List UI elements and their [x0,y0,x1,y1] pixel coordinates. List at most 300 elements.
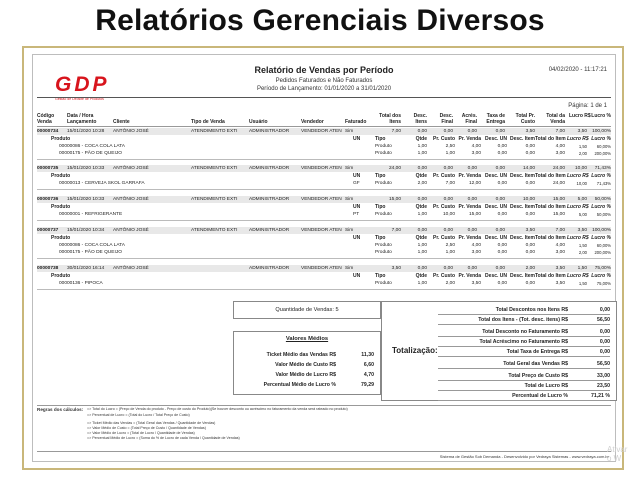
sub-col-tipo: Tipo [375,204,386,210]
totalizacao-row-line [438,380,610,381]
sub-col-un: UN [353,235,361,241]
sale-usuario: ADMINISTRADOR [249,166,290,171]
item-desc-item: 0,00 [525,281,535,286]
col-desc-itens-a: Desc. [413,113,427,119]
sale-acres-final: 0,00 [467,197,477,202]
item-pr-venda: 3,00 [471,151,481,156]
item-pr-venda: 15,00 [468,212,481,217]
regra-line: => Percentual Médio de Lucro = (Soma do % de Lucro de cada Venda / Quantidade de Vendas) [87,436,240,440]
item-produto: 00000013 - CERVEJA SKOL GARRAFA [59,181,145,186]
report-title: Relatório de Vendas por Período [254,65,394,75]
col-total-itens-b: Itens [389,119,401,125]
sale-total-pr: 3,50 [525,228,535,233]
item-total-item: 3,00 [555,250,565,255]
totalizacao-box [381,301,617,401]
sale-faturado: Sim [345,166,354,171]
totalizacao-row-line [438,314,610,315]
regra-line: => Percentual de Lucro = (Total do Lucro / Total Preço de Custo) [87,413,190,417]
sub-col-lucro-rs: Lucro R$ [567,235,589,241]
sale-lucro-pct: 75,00% [594,266,611,271]
sale-faturado: Sim [345,228,354,233]
totalizacao-row-line [438,356,610,357]
sale-lucro-rs: 5,00 [577,197,587,202]
regra-line: => Valor Médio de Custo = (Total Preço de Custo / Quantidade de Vendas) [87,426,206,430]
sub-col-produto: Produto [51,273,71,279]
sale-faturado: Sim [345,129,354,134]
totalizacao-row-label: Total Preço de Custo R$ [508,373,568,379]
sale-lucro-pct: 50,00% [594,197,611,202]
sale-vendedor: VENDEDOR ATEN [301,228,342,233]
item-pr-venda: 3,00 [471,250,481,255]
sale-acres-final: 0,00 [467,228,477,233]
totalizacao-row-line [438,336,610,337]
sale-codigo: 00000734 [37,129,59,134]
col-codigo: Código [37,113,55,119]
sale-cliente: ANTÔNIO JOSÉ [113,197,149,202]
sub-col-desc-item: Desc. Item [509,173,535,179]
col-total-pr-a: Total Pr. [515,113,535,119]
sub-col-produto: Produto [51,204,71,210]
totalizacao-row-label: Total Descontos nos Itens R$ [495,307,568,313]
sale-data: 15/01/2020 10:33 [67,197,105,202]
sale-data: 15/01/2020 10:28 [67,129,105,134]
item-lucro-pct: 75,00% [596,281,611,286]
sale-lucro-pct: 100,00% [592,129,611,134]
sub-col-pr-custo: Pr. Custo [433,136,455,142]
sale-total-pr: 14,00 [522,166,535,171]
item-qtde: 1,00 [417,212,427,217]
sale-usuario: ADMINISTRADOR [249,228,290,233]
sale-divider [37,189,611,190]
sale-total-itens: 7,00 [391,228,401,233]
totalizacao-row-value: 71,21 % [590,393,610,399]
sub-col-tipo: Tipo [375,235,386,241]
sale-divider [37,220,611,221]
item-tipo: Produto [375,151,392,156]
sub-col-total-item: Total do Item [535,273,566,279]
item-desc-un: 0,00 [497,212,507,217]
logo-subtitle: Gestão de Deosite de Produtos [55,97,104,101]
sub-col-pr-custo: Pr. Custo [433,173,455,179]
sale-codigo: 00000735 [37,166,59,171]
col-lucro-pct: Lucro % [591,113,611,119]
item-lucro-pct: 60,00% [596,144,611,149]
sale-total-venda: 7,00 [555,129,565,134]
sale-taxa: 0,00 [495,197,505,202]
item-total-item: 4,00 [555,144,565,149]
col-data-hora: Data / Hora [67,113,94,119]
medio-value: 11,30 [361,352,374,358]
item-tipo: Produto [375,250,392,255]
sale-taxa: 0,00 [495,228,505,233]
item-pr-custo: 2,00 [445,281,455,286]
item-desc-item: 0,00 [525,243,535,248]
sub-col-desc-item: Desc. Item [509,235,535,241]
sub-col-total-item: Total do Item [535,173,566,179]
item-desc-item: 0,00 [525,151,535,156]
sub-col-desc-un: Desc. UN [485,273,507,279]
sale-acres-final: 0,00 [467,166,477,171]
sale-divider [37,289,611,290]
sub-col-qtde: Qtde [415,235,427,241]
item-qtde: 2,00 [417,181,427,186]
col-tipo-venda: Tipo de Venda [191,119,225,125]
item-desc-item: 0,00 [525,181,535,186]
sale-acres-final: 0,00 [467,129,477,134]
totalizacao-row-value: 56,50 [597,361,610,367]
regra-line: => Total do Lucro = (Preço de Venda do produto - Preço de custo do Produto)(Se houver desconto ou acréscimo no faturamento da venda será rateado no produto) [87,407,348,411]
report-period: Período de Lançamento: 01/01/2020 a 31/01/2020 [256,86,392,92]
item-lucro-rs: 1,50 [578,144,587,149]
sub-col-pr-venda: Pr. Venda [458,273,481,279]
item-produto: 00000086 - COCA COLA LATA [59,144,125,149]
logo-text: GDP [55,73,110,96]
sub-col-un: UN [353,173,361,179]
totalizacao-row-line [438,346,610,347]
sub-col-desc-un: Desc. UN [485,235,507,241]
sale-desc-itens: 0,00 [417,166,427,171]
sale-cliente: ANTÔNIO JOSÉ [113,266,149,271]
item-lucro-rs: 1,50 [578,281,587,286]
sale-cliente: ANTÔNIO JOSÉ [113,129,149,134]
sub-col-lucro-pct: Lucro % [591,136,611,142]
item-desc-un: 0,00 [497,250,507,255]
item-desc-item: 0,00 [525,250,535,255]
sale-cliente: ANTÔNIO JOSÉ [113,166,149,171]
sub-col-pr-venda: Pr. Venda [458,173,481,179]
sub-col-lucro-rs: Lucro R$ [567,204,589,210]
sale-desc-final: 0,00 [443,197,453,202]
item-produto: 00000086 - COCA COLA LATA [59,243,125,248]
sale-total-itens: 24,00 [388,166,401,171]
item-tipo: Produto [375,181,392,186]
item-pr-custo: 2,50 [445,144,455,149]
valores-medios-box [233,331,381,395]
page-number: Página: 1 de 1 [568,103,607,109]
totalizacao-row-value: 0,00 [599,329,610,335]
item-pr-venda: 4,00 [471,144,481,149]
item-tipo: Produto [375,144,392,149]
sub-col-pr-custo: Pr. Custo [433,273,455,279]
sale-data: 30/01/2020 16:14 [67,266,105,271]
sub-col-pr-custo: Pr. Custo [433,204,455,210]
item-qtde: 1,00 [417,281,427,286]
sale-data: 15/01/2020 10:34 [67,228,105,233]
totalizacao-row-label: Total Desconto no Faturamento R$ [482,329,568,335]
sale-lucro-rs: 10,00 [574,166,587,171]
sale-divider [37,159,611,160]
item-tipo: Produto [375,243,392,248]
sale-total-itens: 7,00 [391,129,401,134]
item-desc-un: 0,00 [497,144,507,149]
sale-taxa: 0,00 [495,266,505,271]
regra-line: => Valor Médio de Lucro = (Total de Lucro / Quantidade de Vendas) [87,431,195,435]
medio-label: Valor Médio de Lucro R$ [275,372,336,378]
item-total-item: 15,00 [552,212,565,217]
sale-divider [37,258,611,259]
col-cliente: Cliente [113,119,130,125]
medio-label: Valor Médio de Custo R$ [275,362,336,368]
sale-vendedor: VENDEDOR ATEN [301,129,342,134]
sale-vendedor: VENDEDOR ATEN [301,197,342,202]
col-taxa-a: Taxa de [486,113,505,119]
col-acres-final-b: Final [465,119,477,125]
sub-col-lucro-pct: Lucro % [591,204,611,210]
sale-lucro-rs: 1,50 [577,266,587,271]
sub-col-produto: Produto [51,136,71,142]
item-pr-venda: 12,00 [468,181,481,186]
sub-col-lucro-pct: Lucro % [591,273,611,279]
sale-total-itens: 15,00 [388,197,401,202]
report-footer: Sistema de Gestão Sob Demanda - Desenvolvido por Vedraya Sistemas - www.vedraya.com.br [439,454,609,459]
totalizacao-row-value: 0,00 [599,339,610,345]
col-faturado: Faturado [345,119,367,125]
sale-lucro-rs: 3,50 [577,228,587,233]
totalizacao-row-line [438,324,610,325]
sale-usuario: ADMINISTRADOR [249,266,290,271]
sale-codigo: 00000737 [37,228,59,233]
sale-desc-final: 0,00 [443,228,453,233]
sale-desc-itens: 0,00 [417,129,427,134]
totalizacao-row-value: 0,00 [599,307,610,313]
sale-desc-final: 0,00 [443,266,453,271]
sale-tipo-venda: ATENDIMENTO EXTI [191,228,238,233]
sale-usuario: ADMINISTRADOR [249,129,290,134]
totalizacao-row-line [438,390,610,391]
sale-cliente: ANTÔNIO JOSÉ [113,228,149,233]
sale-codigo: 00000736 [37,197,59,202]
item-qtde: 1,00 [417,243,427,248]
item-lucro-pct: 200,00% [594,250,611,255]
sub-col-desc-item: Desc. Item [509,136,535,142]
sub-col-tipo: Tipo [375,136,386,142]
col-desc-final-a: Desc. [439,113,453,119]
sale-desc-final: 0,00 [443,129,453,134]
sale-desc-itens: 0,00 [417,228,427,233]
item-produto: 00000175 - PÃO DE QUEIJO [59,250,122,255]
totalizacao-row-label: Total Acréscimo no Faturamento R$ [479,339,568,345]
sale-total-pr: 3,50 [525,129,535,134]
slide-title: Relatórios Gerenciais Diversos [95,4,545,37]
sub-col-tipo: Tipo [375,273,386,279]
sale-acres-final: 0,00 [467,266,477,271]
col-usuario: Usuário [249,119,268,125]
sub-col-pr-custo: Pr. Custo [433,235,455,241]
item-desc-un: 0,00 [497,281,507,286]
sale-taxa: 0,00 [495,166,505,171]
item-produto: 00000001 - REFRIGERANTE [59,212,123,217]
report-subtitle: Pedidos Faturados e Não Faturados [275,78,373,84]
sale-tipo-venda: ATENDIMENTO EXTI [191,197,238,202]
sub-col-total-item: Total do Item [535,235,566,241]
sale-total-pr: 10,00 [522,197,535,202]
sub-col-qtde: Qtde [415,204,427,210]
sub-col-tipo: Tipo [375,173,386,179]
item-pr-custo: 1,00 [445,151,455,156]
item-lucro-rs: 10,00 [576,181,587,186]
sub-col-lucro-rs: Lucro R$ [567,136,589,142]
sub-col-lucro-rs: Lucro R$ [567,273,589,279]
sub-col-total-item: Total do Item [535,136,566,142]
totalizacao-row-label: Total de Lucro R$ [524,383,568,389]
regra-line: => Ticket Médio das Vendas = (Total Geral das Vendas / Quantidade de Vendas) [87,421,216,425]
item-lucro-rs: 5,00 [578,212,587,217]
col-total-venda-a: Total da [546,113,565,119]
sub-col-produto: Produto [51,235,71,241]
totalizacao-row-line [438,400,610,401]
item-total-item: 24,00 [552,181,565,186]
sale-total-venda: 3,50 [555,266,565,271]
sub-col-pr-venda: Pr. Venda [458,204,481,210]
sub-col-un: UN [353,204,361,210]
totalizacao-row-value: 23,50 [597,383,610,389]
sub-col-lucro-pct: Lucro % [591,235,611,241]
col-lucro-rs: Lucro R$ [569,113,591,119]
item-tipo: Produto [375,281,392,286]
col-total-venda-b: Venda [550,119,565,125]
item-tipo: Produto [375,212,392,217]
col-taxa-b: Entrega [486,119,505,125]
medio-value: 6,60 [363,362,374,368]
report-frame [22,46,628,470]
footer-divider [37,451,611,452]
sale-tipo-venda: ATENDIMENTO EXTI [191,129,238,134]
report-page [32,54,628,463]
item-desc-un: 0,00 [497,181,507,186]
item-lucro-rs: 2,00 [578,151,587,156]
item-lucro-pct: 200,00% [594,151,611,156]
sub-col-qtde: Qtde [415,173,427,179]
item-desc-item: 0,00 [525,212,535,217]
sale-total-venda: 7,00 [555,228,565,233]
sale-lucro-pct: 71,43% [594,166,611,171]
item-desc-un: 0,00 [497,243,507,248]
sale-lucro-pct: 100,00% [592,228,611,233]
sub-col-qtde: Qtde [415,273,427,279]
sale-vendedor: VENDEDOR ATEN [301,266,342,271]
sub-col-desc-un: Desc. UN [485,136,507,142]
sub-col-lucro-pct: Lucro % [591,173,611,179]
sale-usuario: ADMINISTRADOR [249,197,290,202]
columns-divider [37,126,611,127]
sub-col-qtde: Qtde [415,136,427,142]
sub-col-desc-un: Desc. UN [485,204,507,210]
item-lucro-rs: 2,00 [578,250,587,255]
sale-vendedor: VENDEDOR ATEN [301,166,342,171]
sub-col-total-item: Total do Item [535,204,566,210]
item-lucro-pct: 50,00% [596,212,611,217]
sale-tipo-venda: ATENDIMENTO EXTI [191,166,238,171]
quantidade-vendas: Quantidade de Vendas: 5 [275,307,339,313]
item-total-item: 3,50 [555,281,565,286]
sale-codigo: 00000738 [37,266,59,271]
item-pr-venda: 4,00 [471,243,481,248]
medio-value: 79,29 [361,382,374,388]
header-divider [37,97,611,98]
col-total-pr-b: Custo [520,119,535,125]
sale-taxa: 0,00 [495,129,505,134]
item-pr-custo: 7,00 [445,181,455,186]
item-pr-venda: 3,50 [471,281,481,286]
sale-total-itens: 3,50 [391,266,401,271]
medio-label: Ticket Médio das Vendas R$ [266,352,336,358]
regras-divider [37,405,611,406]
valores-medios-title: Valores Médios [285,336,329,342]
item-qtde: 1,00 [417,250,427,255]
col-venda: Venda [37,119,52,125]
sale-total-venda: 15,00 [552,197,565,202]
sale-total-pr: 2,00 [525,266,535,271]
totalizacao-row-label: Total dos Itens - (Tot. desc. itens) R$ [478,317,568,323]
item-lucro-rs: 1,50 [578,243,587,248]
report-datetime: 04/02/2020 - 11:17:21 [548,67,607,73]
item-total-item: 3,00 [555,151,565,156]
sub-col-lucro-rs: Lucro R$ [567,173,589,179]
sale-lucro-rs: 3,50 [577,129,587,134]
totalizacao-row-value: 56,50 [597,317,610,323]
totalizacao-row-label: Total Geral das Vendas R$ [503,361,568,367]
sale-desc-final: 0,00 [443,166,453,171]
item-lucro-pct: 60,00% [596,243,611,248]
sub-col-desc-item: Desc. Item [509,273,535,279]
sub-col-un: UN [353,136,361,142]
sale-faturado: Sim [345,266,354,271]
totalizacao-row-line [438,368,610,369]
sub-col-desc-un: Desc. UN [485,173,507,179]
sub-col-pr-venda: Pr. Venda [458,136,481,142]
item-total-item: 4,00 [555,243,565,248]
medio-label: Percentual Médio de Lucro % [263,382,336,388]
item-desc-item: 0,00 [525,144,535,149]
item-pr-custo: 1,00 [445,250,455,255]
item-produto: 00000175 - PÃO DE QUEIJO [59,151,122,156]
sale-desc-itens: 0,00 [417,266,427,271]
item-qtde: 1,00 [417,144,427,149]
totalizacao-row-label: Percentual de Lucro % [512,393,568,399]
col-desc-itens-b: Itens [415,119,427,125]
col-total-itens-a: Total dos [379,113,401,119]
medio-value: 4,70 [363,372,374,378]
item-produto: 00000136 - PIPOCA [59,281,103,286]
col-lancamento: Lançamento [67,119,97,125]
sub-col-produto: Produto [51,173,71,179]
item-lucro-pct: 71,43% [596,181,611,186]
item-pr-custo: 10,00 [442,212,455,217]
sale-faturado: Sim [345,197,354,202]
sale-data: 15/01/2020 10:33 [67,166,105,171]
col-acres-final-a: Acrés. [461,113,477,119]
item-un: GF [353,181,360,186]
totalizacao-row-value: 33,00 [597,373,610,379]
sub-col-un: UN [353,273,361,279]
col-desc-final-b: Final [441,119,453,125]
quantidade-box [233,301,381,319]
totalizacao-label: Totalização: [392,346,438,355]
sub-col-desc-item: Desc. Item [509,204,535,210]
item-qtde: 1,00 [417,151,427,156]
sub-col-pr-venda: Pr. Venda [458,235,481,241]
item-pr-custo: 2,50 [445,243,455,248]
regras-title: Regras dos cálculos: [37,407,84,412]
item-un: PT [353,212,360,217]
sale-desc-itens: 0,00 [417,197,427,202]
totalizacao-row-value: 0,00 [599,349,610,355]
col-vendedor: Vendedor [301,119,324,125]
item-desc-un: 0,00 [497,151,507,156]
sale-total-venda: 24,00 [552,166,565,171]
activation-watermark: Ativar o W [607,445,628,463]
totalizacao-row-label: Total Taxa de Entrega R$ [506,349,568,355]
